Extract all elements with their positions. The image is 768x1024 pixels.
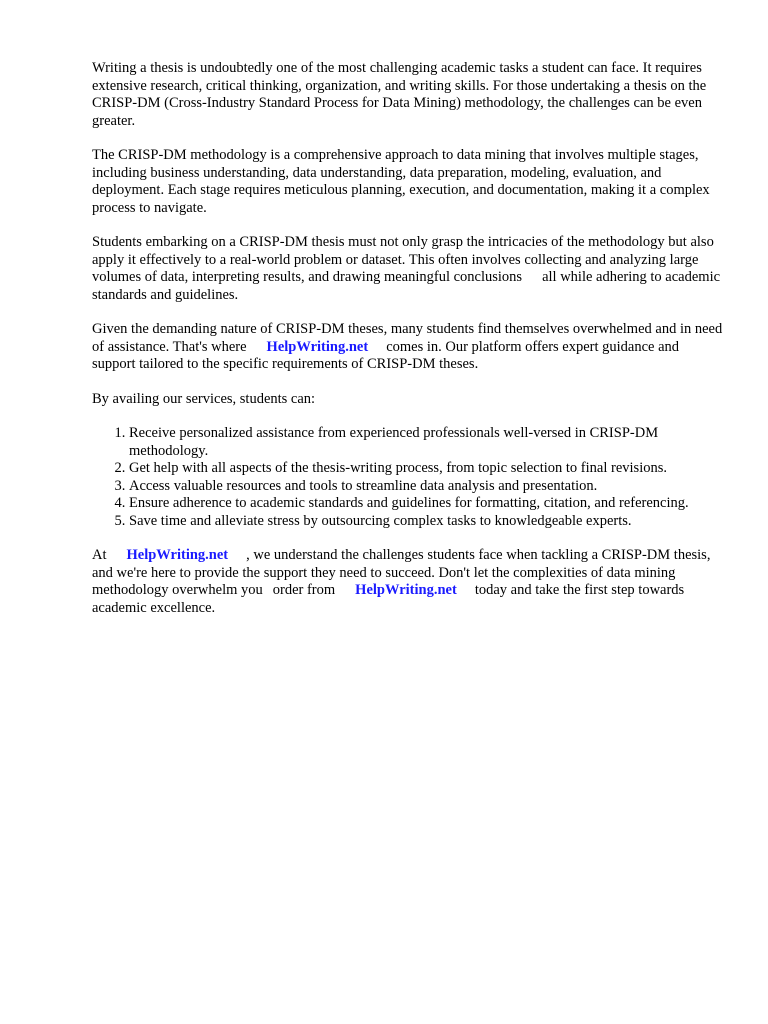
list-item: 3. Access valuable resources and tools to streamline data analysis and presentation.: [129, 478, 724, 496]
list-item: 4. Ensure adherence to academic standards and guidelines for formatting, citation, and referencing.: [129, 495, 724, 513]
services-list: [92, 425, 724, 530]
closing-at: At: [92, 547, 107, 563]
helpwriting-link[interactable]: HelpWriting.net: [126, 547, 229, 563]
helpwriting-link[interactable]: HelpWriting.net: [266, 338, 369, 355]
assistance-text: Given the demanding nature of CRISP-DM theses, many students find themselves overwhelmed and in need of assistance. That's where: [92, 321, 723, 355]
methodology-paragraph: The CRISP-DM methodology is a comprehensive approach to data mining that involves multiple stages, including business understanding, data understanding, data preparation, modeling, evaluation, and deployment. Each stage requires meticulous planning, execution, and documentation, making it a complex process to navigate.: [92, 147, 710, 216]
closing-text-end: today and take the first step towards academic excellence.: [92, 582, 685, 616]
closing-paragraph: [92, 547, 724, 617]
closing-order: order from: [272, 582, 336, 598]
assistance-paragraph: [92, 321, 724, 374]
challenges-text: Students embarking on a CRISP-DM thesis must not only grasp the intricacies of the methodology but also apply it effectively to a real-world problem or dataset. This often involves collecting and analyzing large volumes of data, interpreting results, and drawing meaningful conclusions: [92, 234, 714, 285]
closing-text: , we understand the challenges students face when tackling a CRISP-DM thesis, and we're here to provide the support they need to succeed. Don't let the complexities of data mining methodology overwhelm you: [92, 547, 711, 598]
assistance-text-end: comes in. Our platform offers expert guidance and support tailored to the specific requirements of CRISP-DM theses.: [92, 338, 680, 372]
helpwriting-link[interactable]: HelpWriting.net: [355, 582, 457, 598]
list-item: 1. Receive personalized assistance from experienced professionals well-versed in CRISP-DM methodology.: [129, 425, 724, 460]
challenges-text-end: all while adhering to academic standards and guidelines.: [92, 269, 721, 303]
list-item: 5. Save time and alleviate stress by outsourcing complex tasks to knowledgeable experts.: [129, 513, 724, 531]
intro-paragraph: Writing a thesis is undoubtedly one of the most challenging academic tasks a student can face. It requires extensive research, critical thinking, organization, and writing skills. For those undertaking a thesis on the CRISP-DM (Cross-Industry Standard Process for Data Mining) methodology, the challenges can be even greater.: [92, 60, 707, 129]
list-item: 2. Get help with all aspects of the thesis-writing process, from topic selection to final revisions.: [129, 460, 724, 478]
services-intro: By availing our services, students can:: [92, 390, 316, 407]
challenges-paragraph: [92, 234, 724, 304]
